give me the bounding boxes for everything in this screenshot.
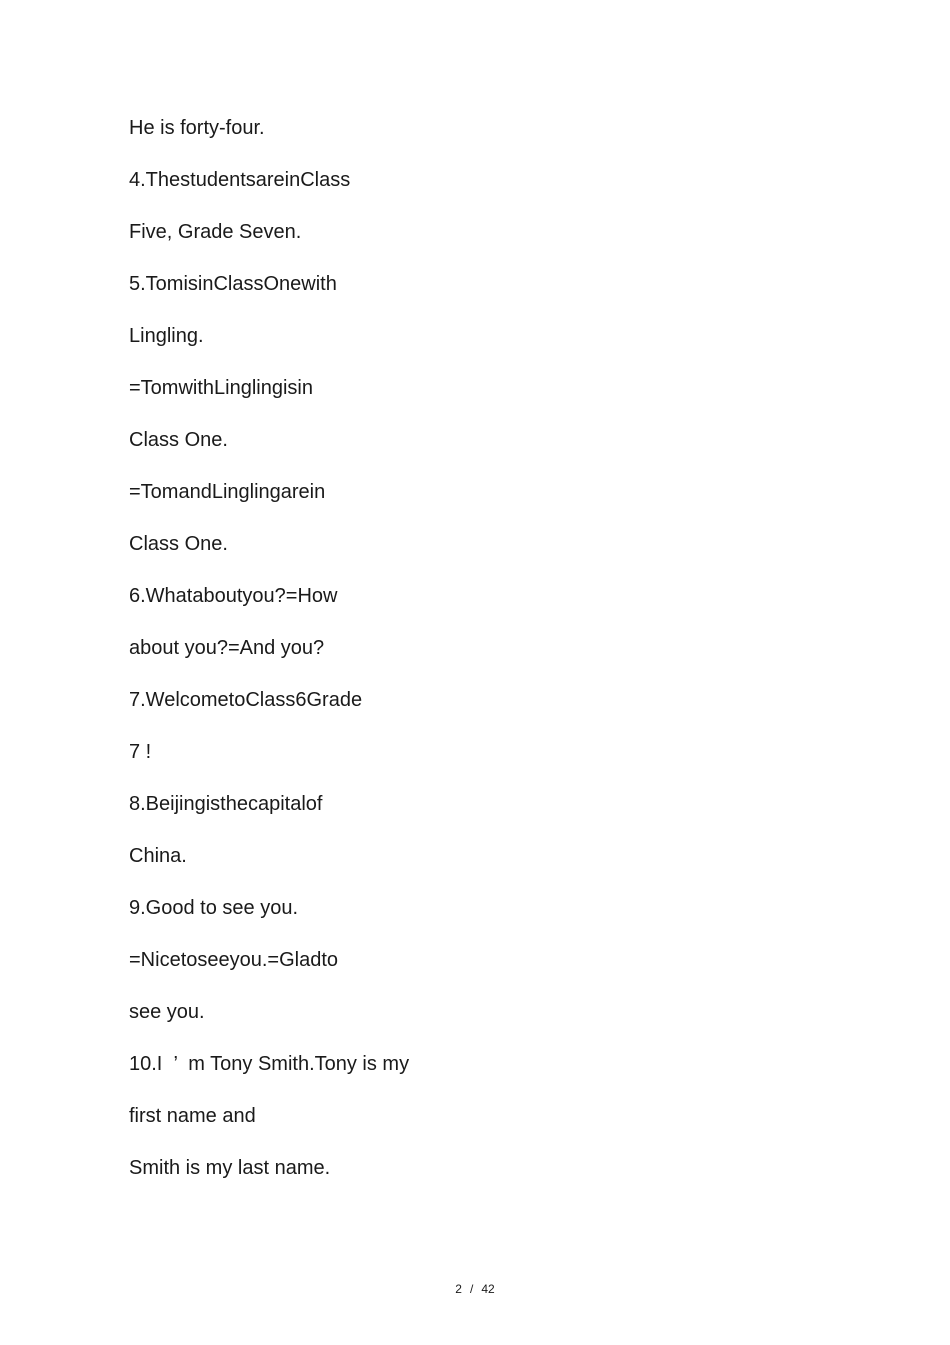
- text-line: Smith is my last name.: [129, 1157, 331, 1179]
- text-line: first name and: [129, 1105, 256, 1127]
- text-line: Class One.: [129, 533, 228, 555]
- document-body: [129, 118, 409, 1210]
- current-page-number: 2: [455, 1282, 462, 1296]
- text-line: 4.ThestudentsareinClass: [129, 169, 351, 191]
- text-line: see you.: [129, 1001, 205, 1023]
- text-line: =TomandLinglingarein: [129, 481, 326, 503]
- text-line: 7.WelcometoClass6Grade: [129, 689, 363, 711]
- text-line: =Nicetoseeyou.=Gladto: [129, 949, 339, 971]
- total-pages-number: 42: [481, 1282, 495, 1296]
- text-line: Class One.: [129, 429, 228, 451]
- text-line: 9.Good to see you.: [129, 897, 299, 919]
- page-number-footer: [0, 1282, 950, 1296]
- text-line: Lingling.: [129, 325, 204, 347]
- text-line: 6.Whataboutyou?=How: [129, 585, 338, 607]
- text-line: 10.I ’ m Tony Smith.Tony is my: [129, 1053, 410, 1075]
- text-line: 7 !: [129, 741, 152, 763]
- text-line: about you?=And you?: [129, 637, 325, 659]
- text-line: 5.TomisinClassOnewith: [129, 273, 337, 295]
- text-line: China.: [129, 845, 187, 867]
- text-line: Five, Grade Seven.: [129, 221, 302, 243]
- page-separator: /: [469, 1282, 474, 1296]
- text-line: 8.Beijingisthecapitalof: [129, 793, 323, 815]
- text-line: He is forty-four.: [129, 117, 265, 139]
- text-line: =TomwithLinglingisin: [129, 377, 313, 399]
